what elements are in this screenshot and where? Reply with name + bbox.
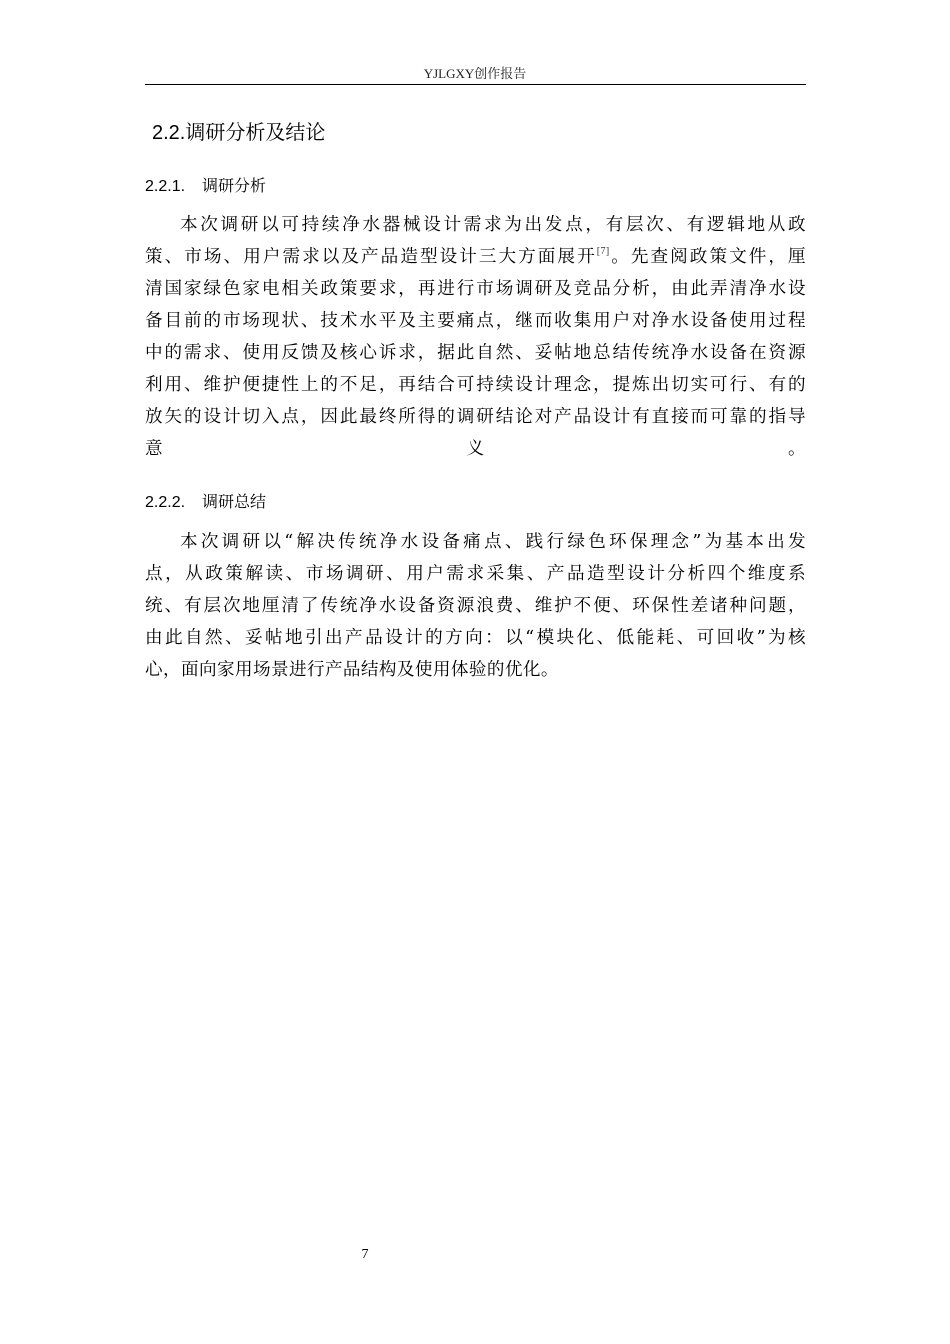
- paragraph-text: 。先查阅政策文件，厘: [609, 247, 806, 267]
- paragraph-line: 中的需求、使用反馈及核心诉求，据此自然、妥帖地总结传统净水设备在资源: [145, 343, 806, 363]
- subsection-title: 调研分析: [202, 176, 267, 195]
- subsection-number: 2.2.1.: [145, 178, 186, 195]
- paragraph-analysis: [145, 209, 806, 497]
- paragraph-line: 意义。: [145, 439, 806, 459]
- paragraph-line: 本次调研以“解决传统净水设备痛点、践行绿色环保理念”为基本出发: [180, 532, 806, 552]
- paragraph-line: 本次调研以可持续净水器械设计需求为出发点，有层次、有逻辑地从政: [180, 215, 806, 235]
- paragraph-line: 心，面向家用场景进行产品结构及使用体验的优化。: [145, 660, 559, 680]
- paragraph-text: 策、市场、用户需求以及产品造型设计三大方面展开: [145, 247, 597, 267]
- paragraph-line: 清国家绿色家电相关政策要求，再进行市场调研及竞品分析，由此弄清净水设: [145, 279, 806, 299]
- subsection-title: 调研总结: [202, 492, 267, 511]
- page-header: YJLGXY创作报告: [423, 66, 527, 81]
- section-heading: [152, 118, 325, 147]
- citation-marker: [7]: [596, 246, 610, 257]
- subsection-heading-analysis: [145, 175, 266, 198]
- paragraph-line: [145, 241, 806, 273]
- paragraph-line: 备目前的市场现状、技术水平及主要痛点，继而收集用户对净水设备使用过程: [145, 311, 806, 331]
- paragraph-summary: [145, 526, 806, 686]
- header-rule: [145, 84, 806, 85]
- subsection-number: 2.2.2.: [145, 494, 186, 511]
- paragraph-line: 统、有层次地厘清了传统净水设备资源浪费、维护不便、环保性差诸种问题，: [145, 596, 806, 616]
- subsection-heading-summary: [145, 491, 266, 514]
- section-number: 2.2.: [152, 122, 186, 144]
- paragraph-line: 放矢的设计切入点，因此最终所得的调研结论对产品设计有直接而可靠的指导: [145, 407, 806, 427]
- paragraph-line: 利用、维护便捷性上的不足，再结合可持续设计理念，提炼出切实可行、有的: [145, 375, 806, 395]
- page-number: 7: [361, 1247, 369, 1262]
- section-title: 调研分析及结论: [185, 120, 326, 144]
- paragraph-line: 点，从政策解读、市场调研、用户需求采集、产品造型设计分析四个维度系: [145, 564, 806, 584]
- paragraph-line: 由此自然、妥帖地引出产品设计的方向：以“模块化、低能耗、可回收”为核: [145, 628, 806, 648]
